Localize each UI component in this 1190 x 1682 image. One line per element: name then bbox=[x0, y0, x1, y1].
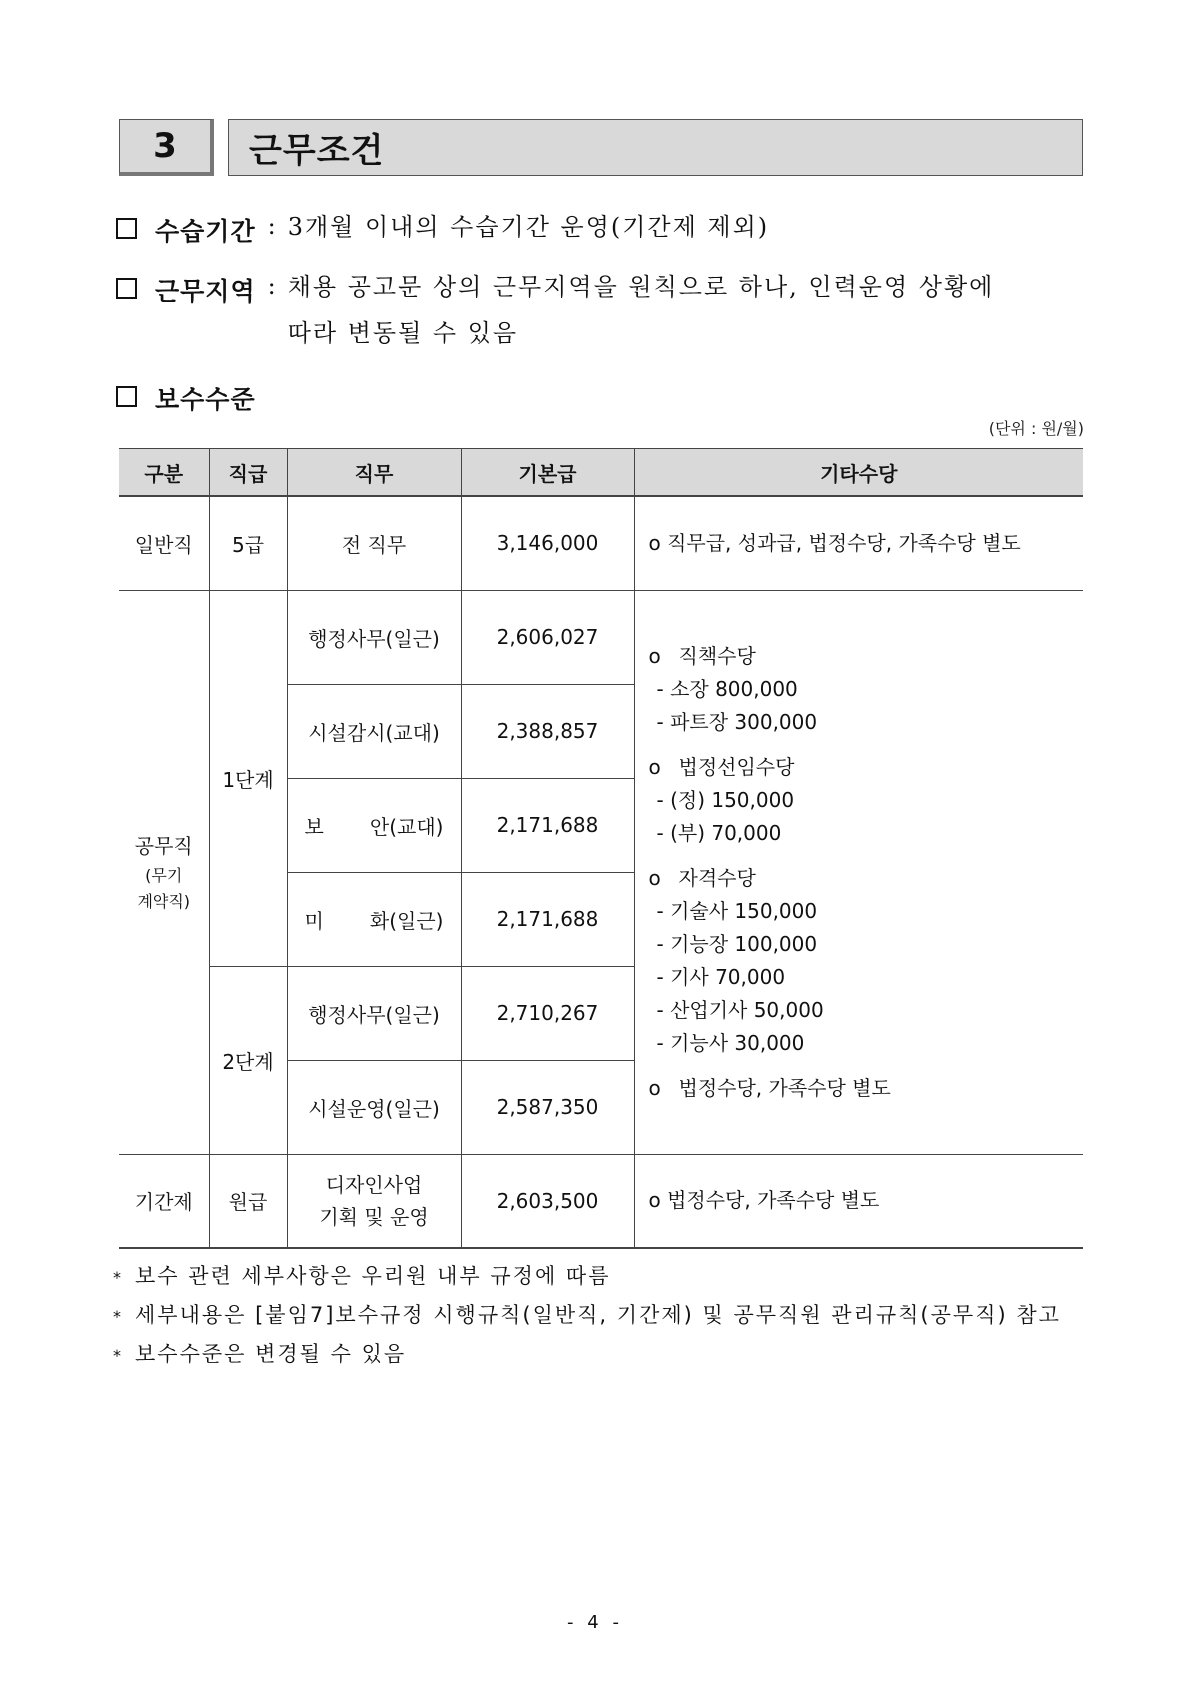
base-pay: 2,603,500 bbox=[461, 1154, 634, 1248]
grade: 원급 bbox=[209, 1154, 287, 1248]
item-label: 근무지역 bbox=[155, 277, 256, 306]
base-pay: 2,388,857 bbox=[461, 684, 634, 778]
base-pay: 2,710,267 bbox=[461, 966, 634, 1060]
header-category: 구분 bbox=[119, 449, 209, 497]
allowance: o 법정수당, 가족수당 별도 bbox=[634, 1154, 1083, 1248]
table-row bbox=[119, 590, 1083, 684]
grade-stage-2: 2단계 bbox=[209, 966, 287, 1154]
header-base-pay: 기본급 bbox=[461, 449, 634, 497]
checkbox-square-icon bbox=[116, 386, 137, 407]
asterisk-icon: * bbox=[113, 1267, 123, 1287]
duty: 행정사무(일근) bbox=[287, 966, 461, 1060]
item-label: 수습기간 bbox=[155, 217, 256, 246]
item-probation: 수습기간 : 3개월 이내의 수습기간 운영(기간제 제외) bbox=[116, 212, 769, 248]
item-text: 3개월 이내의 수습기간 운영(기간제 제외) bbox=[287, 213, 770, 241]
table-row bbox=[119, 1154, 1083, 1248]
base-pay: 2,171,688 bbox=[461, 872, 634, 966]
table-header-row bbox=[119, 449, 1083, 497]
header-grade: 직급 bbox=[209, 449, 287, 497]
section-title: 근무조건 bbox=[228, 119, 1083, 176]
grade-stage-1: 1단계 bbox=[209, 590, 287, 966]
category-fixed-term: 기간제 bbox=[119, 1154, 209, 1248]
table-row bbox=[119, 496, 1083, 590]
duty: 시설감시(교대) bbox=[287, 684, 461, 778]
base-pay: 2,606,027 bbox=[461, 590, 634, 684]
asterisk-icon: * bbox=[113, 1345, 123, 1365]
duty: 보 안(교대) bbox=[287, 778, 461, 872]
base-pay: 2,171,688 bbox=[461, 778, 634, 872]
duty: 미 화(일근) bbox=[287, 872, 461, 966]
duty: 시설운영(일근) bbox=[287, 1060, 461, 1154]
grade: 5급 bbox=[209, 496, 287, 590]
note: * 세부내용은 [붙임7]보수규정 시행규칙(일반직, 기간제) 및 공무직원 관리규칙(공무직) 참고 bbox=[113, 1303, 1061, 1327]
item-salary bbox=[116, 380, 256, 416]
base-pay: 2,587,350 bbox=[461, 1060, 634, 1154]
section-number: 3 bbox=[119, 119, 214, 176]
header-duty: 직무 bbox=[287, 449, 461, 497]
duty: 행정사무(일근) bbox=[287, 590, 461, 684]
asterisk-icon: * bbox=[113, 1306, 123, 1326]
item-work-region: 근무지역 : 채용 공고문 상의 근무지역을 원칙으로 하나, 인력운영 상황에 따라 변동될 수 있음 bbox=[116, 272, 994, 348]
allowance: o 직무급, 성과급, 법정수당, 가족수당 별도 bbox=[634, 496, 1083, 590]
category-civil: 공무직 (무기 계약직) bbox=[119, 590, 209, 1154]
salary-table bbox=[119, 448, 1083, 1249]
duty: 전 직무 bbox=[287, 496, 461, 590]
note: * 보수 관련 세부사항은 우리원 내부 규정에 따름 bbox=[113, 1264, 611, 1288]
category-general: 일반직 bbox=[119, 496, 209, 590]
allowance-civil: o 직책수당 - 소장 800,000 - 파트장 300,000 o 법정선임수당 - (정) 150,000 - (부) 70,000 o 자격수당 - 기술사 150,000 - 기능장 100,000 - 기사 70,000 - 산업기사 50,000 - 기능사 30,000 o 법정수당, 가족수당 별도 bbox=[634, 590, 1083, 1154]
header-allowance: 기타수당 bbox=[634, 449, 1083, 497]
page-number: - 4 - bbox=[567, 1612, 623, 1633]
note: * 보수수준은 변경될 수 있음 bbox=[113, 1342, 407, 1366]
base-pay: 3,146,000 bbox=[461, 496, 634, 590]
item-text: 채용 공고문 상의 근무지역을 원칙으로 하나, 인력운영 상황에 따라 변동될 수 있음 bbox=[287, 273, 995, 347]
item-label: 보수수준 bbox=[155, 385, 256, 414]
checkbox-square-icon bbox=[116, 278, 137, 299]
checkbox-square-icon bbox=[116, 218, 137, 239]
unit-note: (단위 : 원/월) bbox=[988, 419, 1084, 438]
duty: 디자인사업 기획 및 운영 bbox=[287, 1154, 461, 1248]
